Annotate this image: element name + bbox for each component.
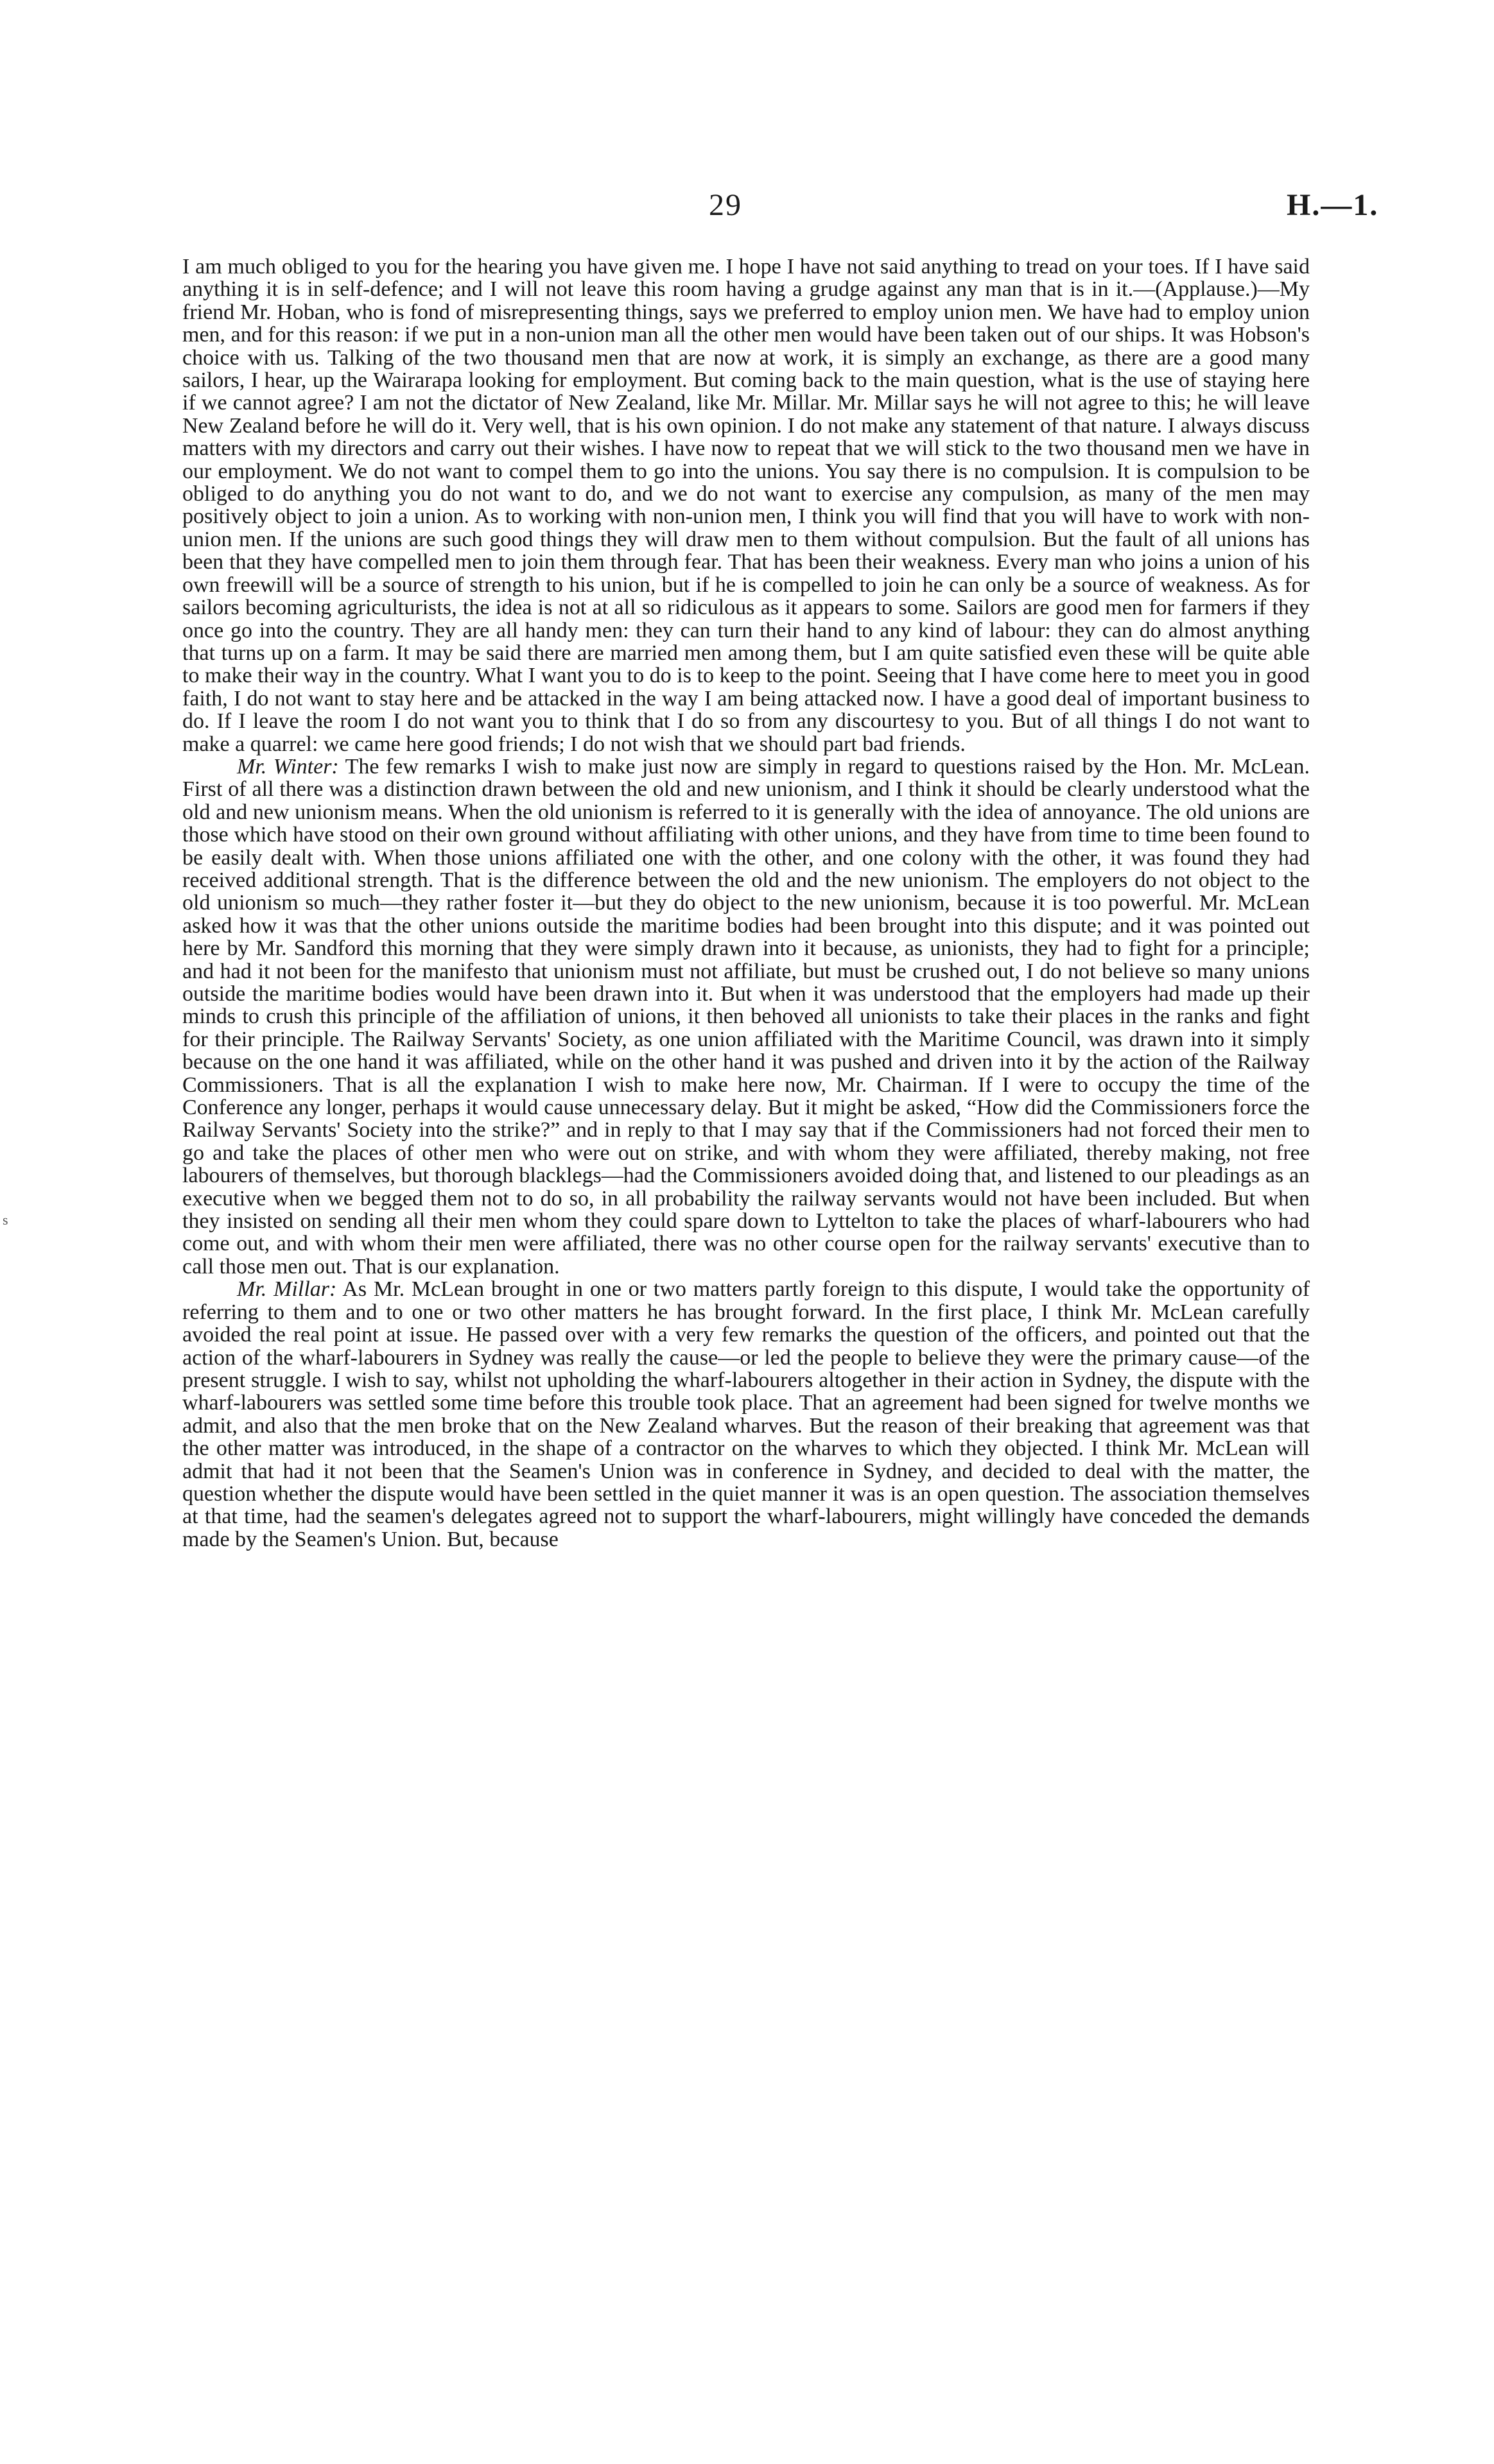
paragraph-mr-millar (182, 1278, 1310, 1551)
speaker-name: Mr. Winter: (237, 754, 339, 779)
speaker-name: Mr. Millar: (237, 1277, 337, 1302)
paragraph-mr-winter (182, 755, 1310, 1278)
paragraph-text: I am much obliged to you for the hearing you have given me. I hope I have not said anything to tread on your toes. If I have said anything it is in self-defence; and I will not leave this room having a grudge against any man that is in it.—(Applause.)—My friend Mr. Hoban, who is fond of misrepresenting things, says we preferred to employ union men. We have had to employ union men, and for this reason: if we put in a non-union man all the other men would have been taken out of our ships. It was Hobson's choice with us. Talking of the two thousand men that are now at work, it is simply an exchange, as there are a good many sailors, I hear, up the Wairarapa looking for employment. But coming back to the main question, what is the use of staying here if we cannot agree? I am not the dictator of New Zealand, like Mr. Millar. Mr. Millar says he will not agree to this; he will leave New Zealand before he will do it. Very well, that is his own opinion. I do not make any statement of that nature. I always discuss matters with my directors and carry out their wishes. I have now to repeat that we will stick to the two thousand men we have in our employment. We do not want to compel them to go into the unions. You say there is no compulsion. It is compulsion to be obliged to do anything you do not want to do, and we do not want to exercise any compulsion, as many of the men may positively object to join a union. As to working with non-union men, I think you will find that you will have to work with non-union men. If the unions are such good things they will draw men to them without compulsion. But the fault of all unions has been that they have compelled men to join them through fear. That has been their weakness. Every man who joins a union of his own freewill will be a source of strength to his union, but if he is compelled to join he can only be a source of weakness. As for sailors becoming agriculturists, the idea is not at all so ridiculous as it appears to some. Sailors are good men for farmers if they once go into the country. They are all handy men: they can turn their hand to any kind of labour: they can do almost anything that turns up on a farm. It may be said there are married men among them, but I am quite satisfied even these will be quite able to make their way in the country. What I want you to do is to keep to the point. Seeing that I have come here to meet you in good faith, I do not want to stay here and be attacked in the way I am being attacked now. I have a good deal of important business to do. If I leave the room I do not want you to think that I do so from any discourtesy to you. But of all things I do not want to make a quarrel: we came here good friends; I do not wish that we should part bad friends. (182, 255, 1310, 756)
document-body (182, 255, 1310, 1551)
margin-mark: s (3, 1212, 8, 1228)
document-reference: H.—1. (1287, 188, 1379, 222)
paragraph-mr-kennedy (182, 255, 1310, 755)
paragraph-text: As Mr. McLean brought in one or two matters partly foreign to this dispute, I would take the opportunity of referring to them and to one or two other matters he has brought forward. In the first place, I think Mr. McLean carefully avoided the real point at issue. He passed over with a very few remarks the question of the officers, and pointed out that the action of the wharf-labourers in Sydney was really the cause—or led the people to believe they were the primary cause—of the present struggle. I wish to say, whilst not upholding the wharf-labourers altogether in their action in Sydney, the dispute with the wharf-labourers was settled some time before this trouble took place. That an agreement had been signed for twelve months we admit, and also that the men broke that on the New Zealand wharves. But the reason of their breaking that agreement was that the other matter was introduced, in the shape of a contractor on the wharves to which they objected. I think Mr. McLean will admit that had it not been that the Seamen's Union was in conference in Sydney, and decided to deal with the matter, the question whether the dispute would have been settled in the quiet manner it was is an open question. The association themselves at that time, had the seamen's delegates agreed not to support the wharf-labourers, might willingly have conceded the demands made by the Seamen's Union. But, because (182, 1277, 1310, 1551)
paragraph-text: The few remarks I wish to make just now are simply in regard to questions raised by the Hon. Mr. McLean. First of all there was a distinction drawn between the old and new unionism, and I think it should be clearly understood what the old and new unionism means. When the old unionism is referred to it is generally with the idea of annoyance. The old unions are those which have stood on their own ground without affiliating with other unions, and they have from time to time been found to be easily dealt with. When those unions affiliated one with the other, and one colony with the other, it was found they had received additional strength. That is the difference between the old and the new unionism. The employers do not object to the old unionism so much—they rather foster it—but they do object to the new unionism, because it is too powerful. Mr. McLean asked how it was that the other unions outside the maritime bodies had been brought into this dispute; and it was pointed out here by Mr. Sandford this morning that they were simply drawn into it because, as unionists, they had to fight for a principle; and had it not been for the manifesto that unionism must not affiliate, but must be crushed out, I do not believe so many unions outside the maritime bodies would have been drawn into it. But when it was understood that the employers had made up their minds to crush this principle of the affiliation of unions, it then behoved all unionists to take their places in the ranks and fight for their principle. The Railway Servants' Society, as one union affiliated with the Maritime Council, was drawn into it simply because on the one hand it was affiliated, while on the other hand it was pushed and driven into it by the action of the Railway Commissioners. That is all the explanation I wish to make here now, Mr. Chairman. If I were to occupy the time of the Conference any longer, perhaps it would cause unnecessary delay. But it might be asked, “How did the Commissioners force the Railway Servants' Society into the strike?” and in reply to that I may say that if the Commissioners had not forced their men to go and take the places of other men who were out on strike, and with whom they were affiliated, thereby making, not free labourers of themselves, but thorough blacklegs—had the Commissioners avoided doing that, and listened to our pleadings as an executive when we begged them not to do so, in all probability the railway servants would not have been included. But when they insisted on sending all their men whom they could spare down to Lyttelton to take the places of wharf-labourers who had come out, and with whom their men were affiliated, there was no other course open for the railway servants' executive than to call those men out. That is our explanation. (182, 754, 1310, 1279)
page-number: 29 (709, 188, 742, 222)
